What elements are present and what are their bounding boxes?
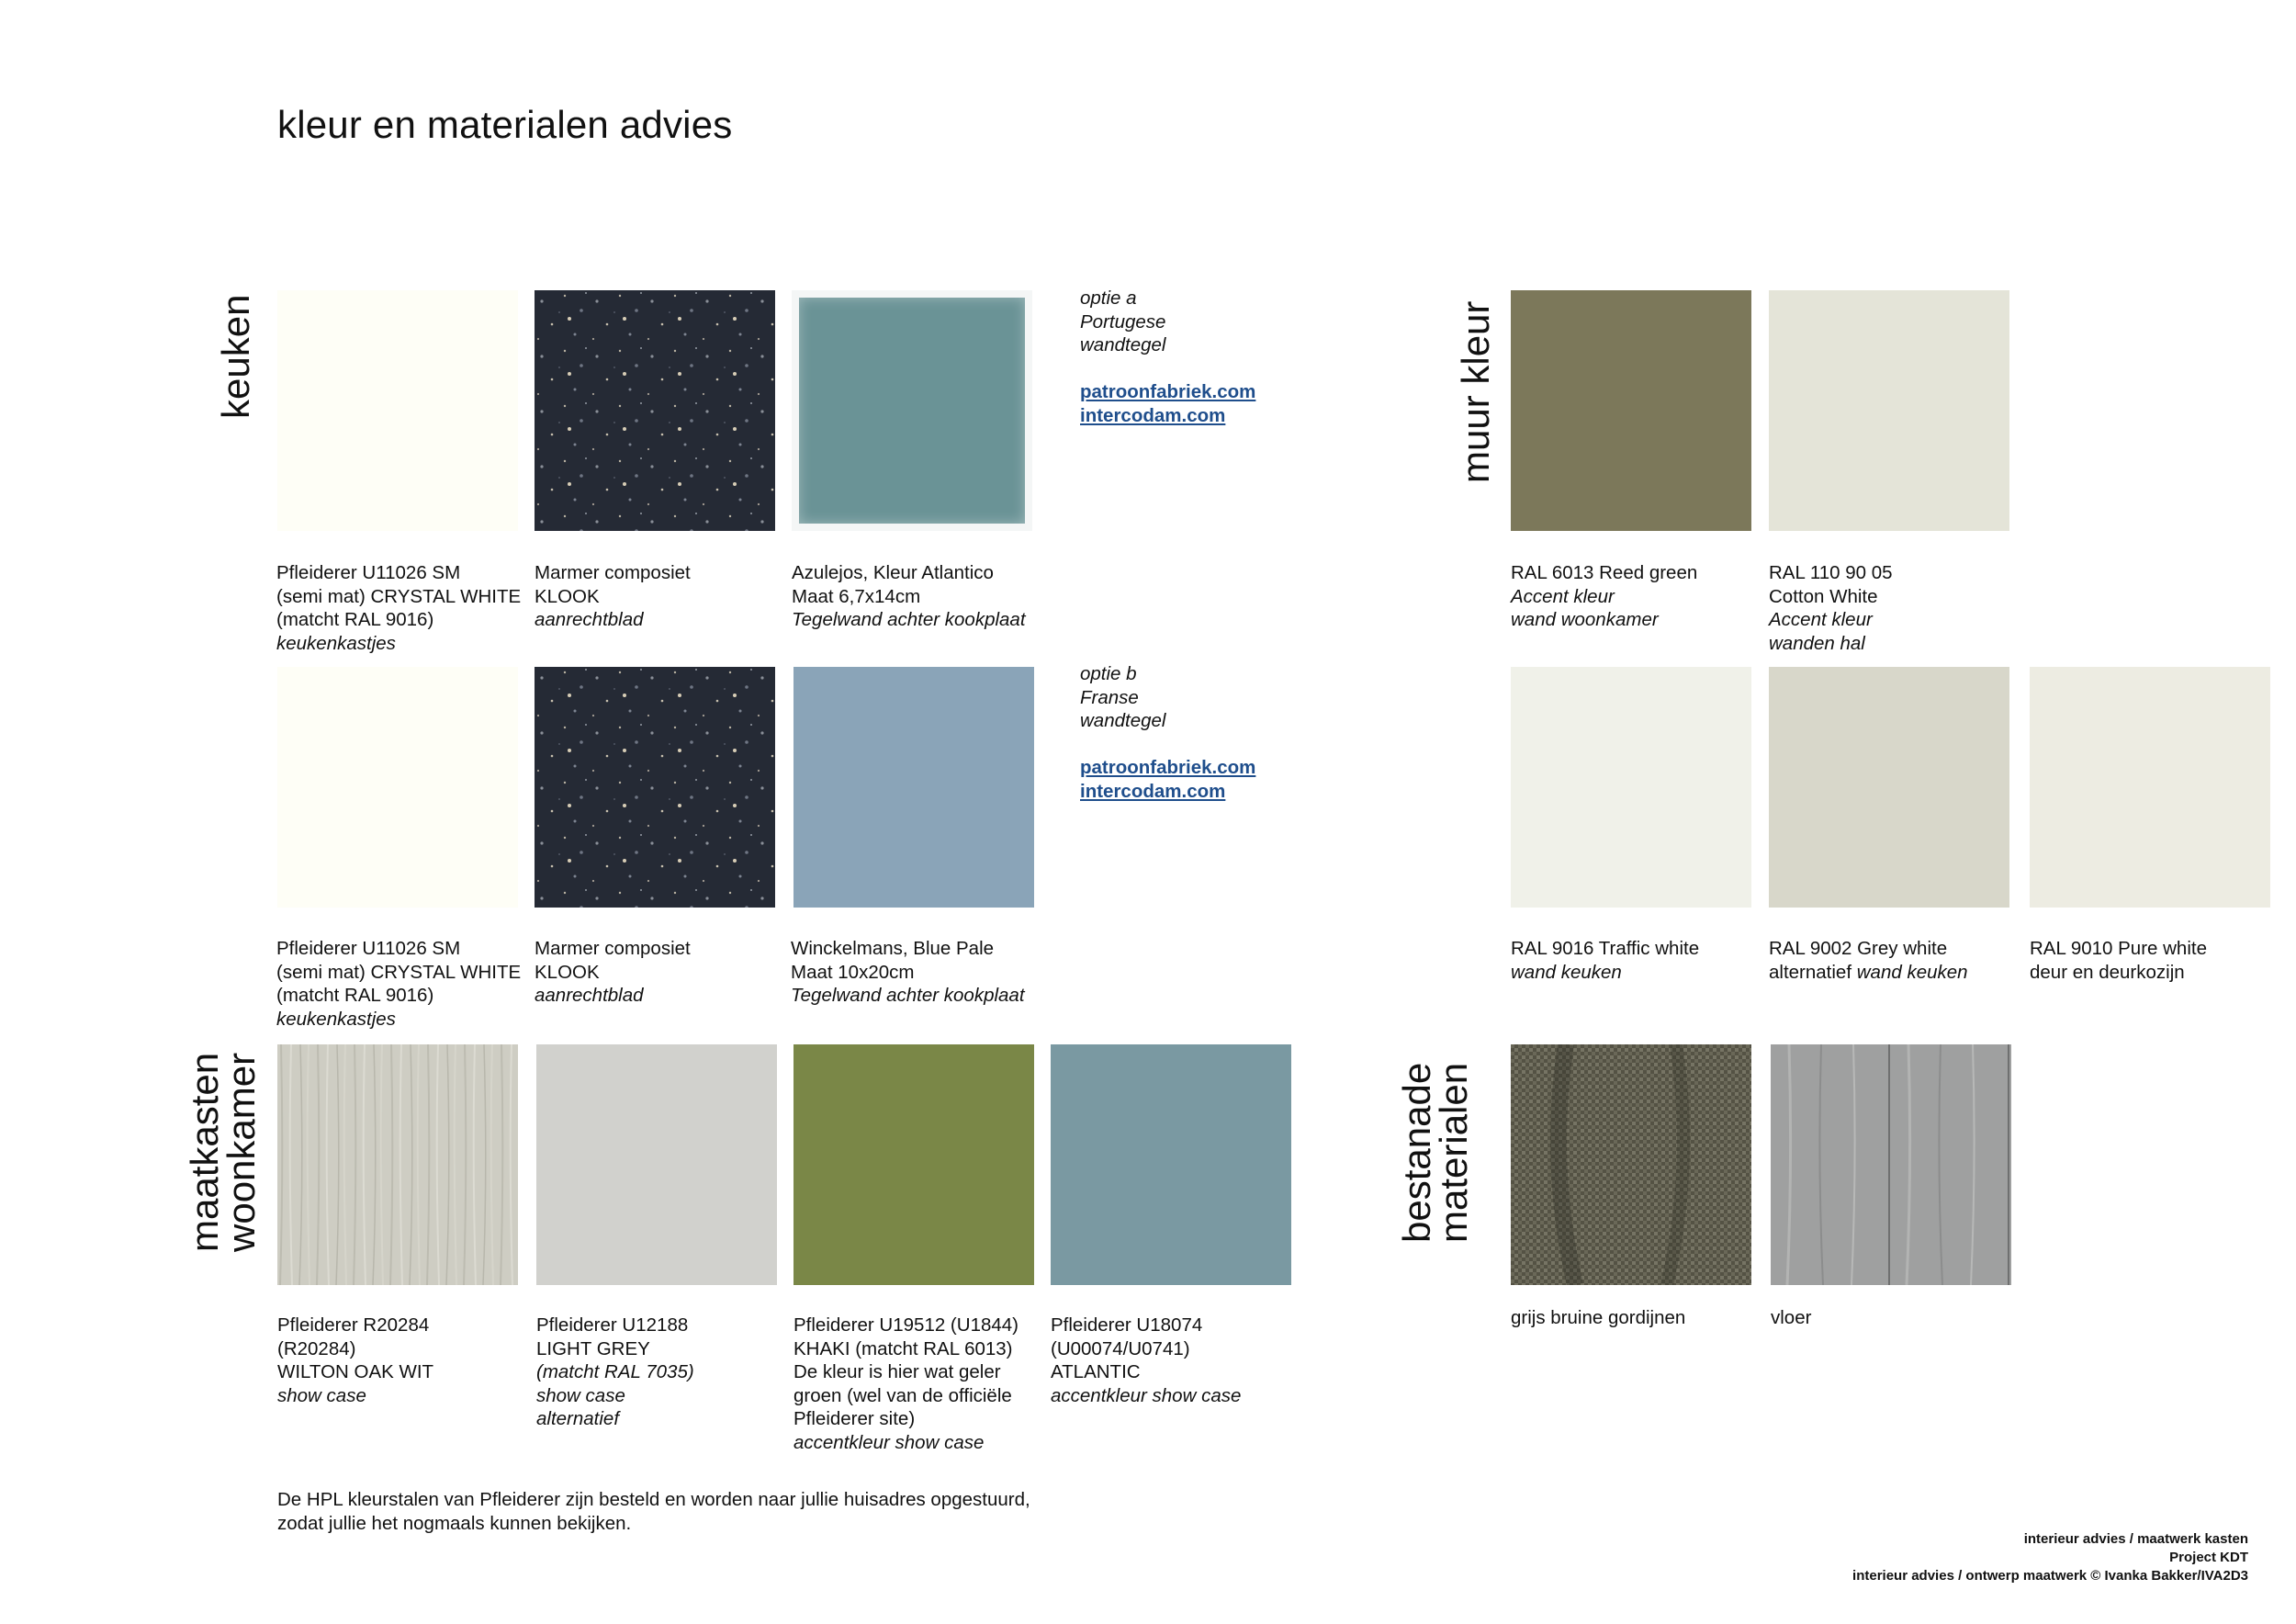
caption-line xyxy=(1769,961,1968,985)
section-label-keuken-text: keuken xyxy=(214,294,257,419)
caption-line: RAL 9010 Pure white xyxy=(2030,938,2207,959)
caption-marble-a xyxy=(535,561,691,632)
section-label-bestaande-line2: materialen xyxy=(1432,1062,1475,1243)
caption-line: alternatief xyxy=(536,1408,620,1429)
caption-part: RAL 7035) xyxy=(604,1361,694,1382)
caption-line: Accent kleur xyxy=(1769,609,1873,630)
section-label-muur-kleur-text: muur kleur xyxy=(1454,300,1497,483)
caption-line: (semi mat) CRYSTAL WHITE xyxy=(276,961,522,983)
tile-atlantico-inner xyxy=(799,298,1025,524)
option-a-note xyxy=(1080,287,1255,427)
link-intercodam-b[interactable]: intercodam.com xyxy=(1080,780,1226,802)
caption-part: wand keuken xyxy=(1856,961,1968,983)
caption-pure-white xyxy=(2030,937,2207,984)
caption-line: RAL 9016 Traffic white xyxy=(1511,938,1700,959)
caption-line: Pfleiderer R20284 xyxy=(277,1314,430,1336)
section-label-bestaande-materialen xyxy=(1395,1050,1475,1243)
link-patroonfabriek-a[interactable]: patroonfabriek.com xyxy=(1080,381,1256,402)
swatch-tile-blue-pale xyxy=(793,667,1034,908)
caption-line: KLOOK xyxy=(535,961,600,983)
caption-line: RAL 6013 Reed green xyxy=(1511,562,1698,583)
caption-line: Maat 6,7x14cm xyxy=(792,585,921,607)
section-label-bestaande-line1: bestanade xyxy=(1395,1062,1438,1243)
footer-note xyxy=(277,1488,1030,1535)
section-label-maatkasten-line2: woonkamer xyxy=(219,1052,263,1252)
caption-line: Cotton White xyxy=(1769,585,1878,607)
caption-part: (matcht xyxy=(536,1361,605,1382)
caption-line: show case xyxy=(277,1384,366,1406)
option-a-kind: wandtegel xyxy=(1080,334,1166,355)
caption-line: Tegelwand achter kookplaat xyxy=(792,609,1026,630)
caption-line: wanden hal xyxy=(1769,632,1865,654)
caption-line: Pfleiderer U11026 SM xyxy=(276,938,461,959)
caption-line: De kleur is hier wat geler xyxy=(793,1361,1001,1382)
caption-line: KHAKI (matcht RAL 6013) xyxy=(793,1337,1013,1359)
caption-tile-atlantico xyxy=(792,561,1026,632)
caption-khaki xyxy=(793,1314,1019,1454)
caption-line: (U00074/U0741) xyxy=(1051,1337,1190,1359)
caption-line: aanrechtblad xyxy=(535,985,644,1006)
caption-line: Accent kleur xyxy=(1511,585,1615,607)
swatch-pure-white xyxy=(2030,667,2270,908)
caption-line: WILTON OAK WIT xyxy=(277,1361,434,1382)
swatch-cotton-white xyxy=(1769,290,2009,531)
link-patroonfabriek-b[interactable]: patroonfabriek.com xyxy=(1080,757,1256,778)
caption-line: Winckelmans, Blue Pale xyxy=(791,938,995,959)
option-b-type: Franse xyxy=(1080,686,1139,708)
caption-line: Pfleiderer U19512 (U1844) xyxy=(793,1314,1019,1336)
caption-line: RAL 110 90 05 xyxy=(1769,562,1893,583)
swatch-grey-white xyxy=(1769,667,2009,908)
caption-line: wand keuken xyxy=(1511,961,1622,983)
caption-line: Maat 10x20cm xyxy=(791,961,915,983)
caption-light-grey xyxy=(536,1314,694,1431)
credits-line: interieur advies / maatwerk kasten xyxy=(2023,1531,2248,1547)
footer-line: De HPL kleurstalen van Pfleiderer zijn besteld en worden naar jullie huisadres opgestuurd, xyxy=(277,1489,1030,1510)
caption-line: Tegelwand achter kookplaat xyxy=(791,985,1025,1006)
caption-line: ATLANTIC xyxy=(1051,1361,1141,1382)
caption-line: LIGHT GREY xyxy=(536,1337,650,1359)
option-a-type: Portugese xyxy=(1080,310,1166,333)
swatch-atlantic xyxy=(1051,1044,1291,1285)
swatch-wilton-oak xyxy=(277,1044,518,1285)
caption-marble-b xyxy=(535,937,691,1008)
section-label-maatkasten-line1: maatkasten xyxy=(183,1052,226,1252)
section-label-muur-kleur xyxy=(1454,290,1497,483)
caption-line: aanrechtblad xyxy=(535,609,644,630)
caption-cotton-white xyxy=(1769,561,1893,655)
swatch-marble-klook-a xyxy=(535,290,775,531)
swatch-khaki xyxy=(793,1044,1034,1285)
swatch-floor xyxy=(1771,1044,2011,1285)
caption-line: Pfleiderer U12188 xyxy=(536,1314,689,1336)
caption-line: grijs bruine gordijnen xyxy=(1511,1307,1686,1328)
caption-line: Marmer composiet xyxy=(535,938,691,959)
section-label-keuken xyxy=(214,281,257,419)
swatch-crystal-white-b xyxy=(277,667,518,908)
caption-line: accentkleur show case xyxy=(1051,1384,1242,1406)
option-b-kind: wandtegel xyxy=(1080,710,1166,731)
caption-line: Pfleiderer U11026 SM xyxy=(276,562,461,583)
credits-line: interieur advies / ontwerp maatwerk © Ivanka Bakker/IVA2D3 xyxy=(1852,1568,2248,1584)
credits-line: Project KDT xyxy=(2169,1550,2248,1565)
caption-line: keukenkastjes xyxy=(276,632,396,654)
caption-line: RAL 9002 Grey white xyxy=(1769,938,1948,959)
caption-line: (semi mat) CRYSTAL WHITE xyxy=(276,585,522,607)
caption-line: Pfleiderer site) xyxy=(793,1408,916,1429)
credits xyxy=(1852,1530,2248,1585)
footer-line: zodat jullie het nogmaals kunnen bekijken. xyxy=(277,1512,632,1534)
swatch-marble-klook-b xyxy=(535,667,775,908)
option-b-label: optie b xyxy=(1080,663,1137,684)
caption-curtains xyxy=(1511,1306,1685,1330)
caption-line: (matcht RAL 9016) xyxy=(276,985,434,1006)
caption-grey-white xyxy=(1769,937,1968,984)
caption-line: show case xyxy=(536,1384,625,1406)
caption-line xyxy=(536,1360,694,1384)
caption-line: deur en deurkozijn xyxy=(2030,961,2185,983)
caption-line: wand woonkamer xyxy=(1511,609,1659,630)
swatch-curtains xyxy=(1511,1044,1751,1285)
page-title: kleur en materialen advies xyxy=(277,103,733,146)
caption-crystal-white-b xyxy=(276,937,521,1031)
option-a-label: optie a xyxy=(1080,288,1137,309)
swatch-traffic-white xyxy=(1511,667,1751,908)
caption-line: keukenkastjes xyxy=(276,1008,396,1030)
caption-traffic-white xyxy=(1511,937,1699,984)
caption-reed-green xyxy=(1511,561,1697,632)
caption-floor xyxy=(1771,1306,1811,1330)
caption-line: (R20284) xyxy=(277,1337,356,1359)
caption-line: accentkleur show case xyxy=(793,1431,985,1453)
caption-tile-blue-pale xyxy=(791,937,1025,1008)
swatch-light-grey xyxy=(536,1044,777,1285)
caption-line: Marmer composiet xyxy=(535,562,691,583)
caption-line: KLOOK xyxy=(535,585,600,607)
swatch-crystal-white-a xyxy=(277,290,518,531)
caption-line: vloer xyxy=(1771,1307,1812,1328)
caption-atlantic xyxy=(1051,1314,1241,1407)
caption-line: Azulejos, Kleur Atlantico xyxy=(792,562,994,583)
caption-part: alternatief xyxy=(1769,961,1857,983)
caption-crystal-white-a xyxy=(276,561,521,655)
link-intercodam-a[interactable]: intercodam.com xyxy=(1080,404,1226,426)
swatch-tile-atlantico xyxy=(792,290,1032,531)
caption-line: (matcht RAL 9016) xyxy=(276,609,434,630)
swatch-reed-green xyxy=(1511,290,1751,531)
caption-line: groen (wel van de officiële xyxy=(793,1384,1012,1406)
caption-line: Pfleiderer U18074 xyxy=(1051,1314,1203,1336)
section-label-maatkasten-woonkamer xyxy=(183,1041,263,1252)
option-b-note xyxy=(1080,662,1255,803)
caption-wilton-oak xyxy=(277,1314,433,1407)
